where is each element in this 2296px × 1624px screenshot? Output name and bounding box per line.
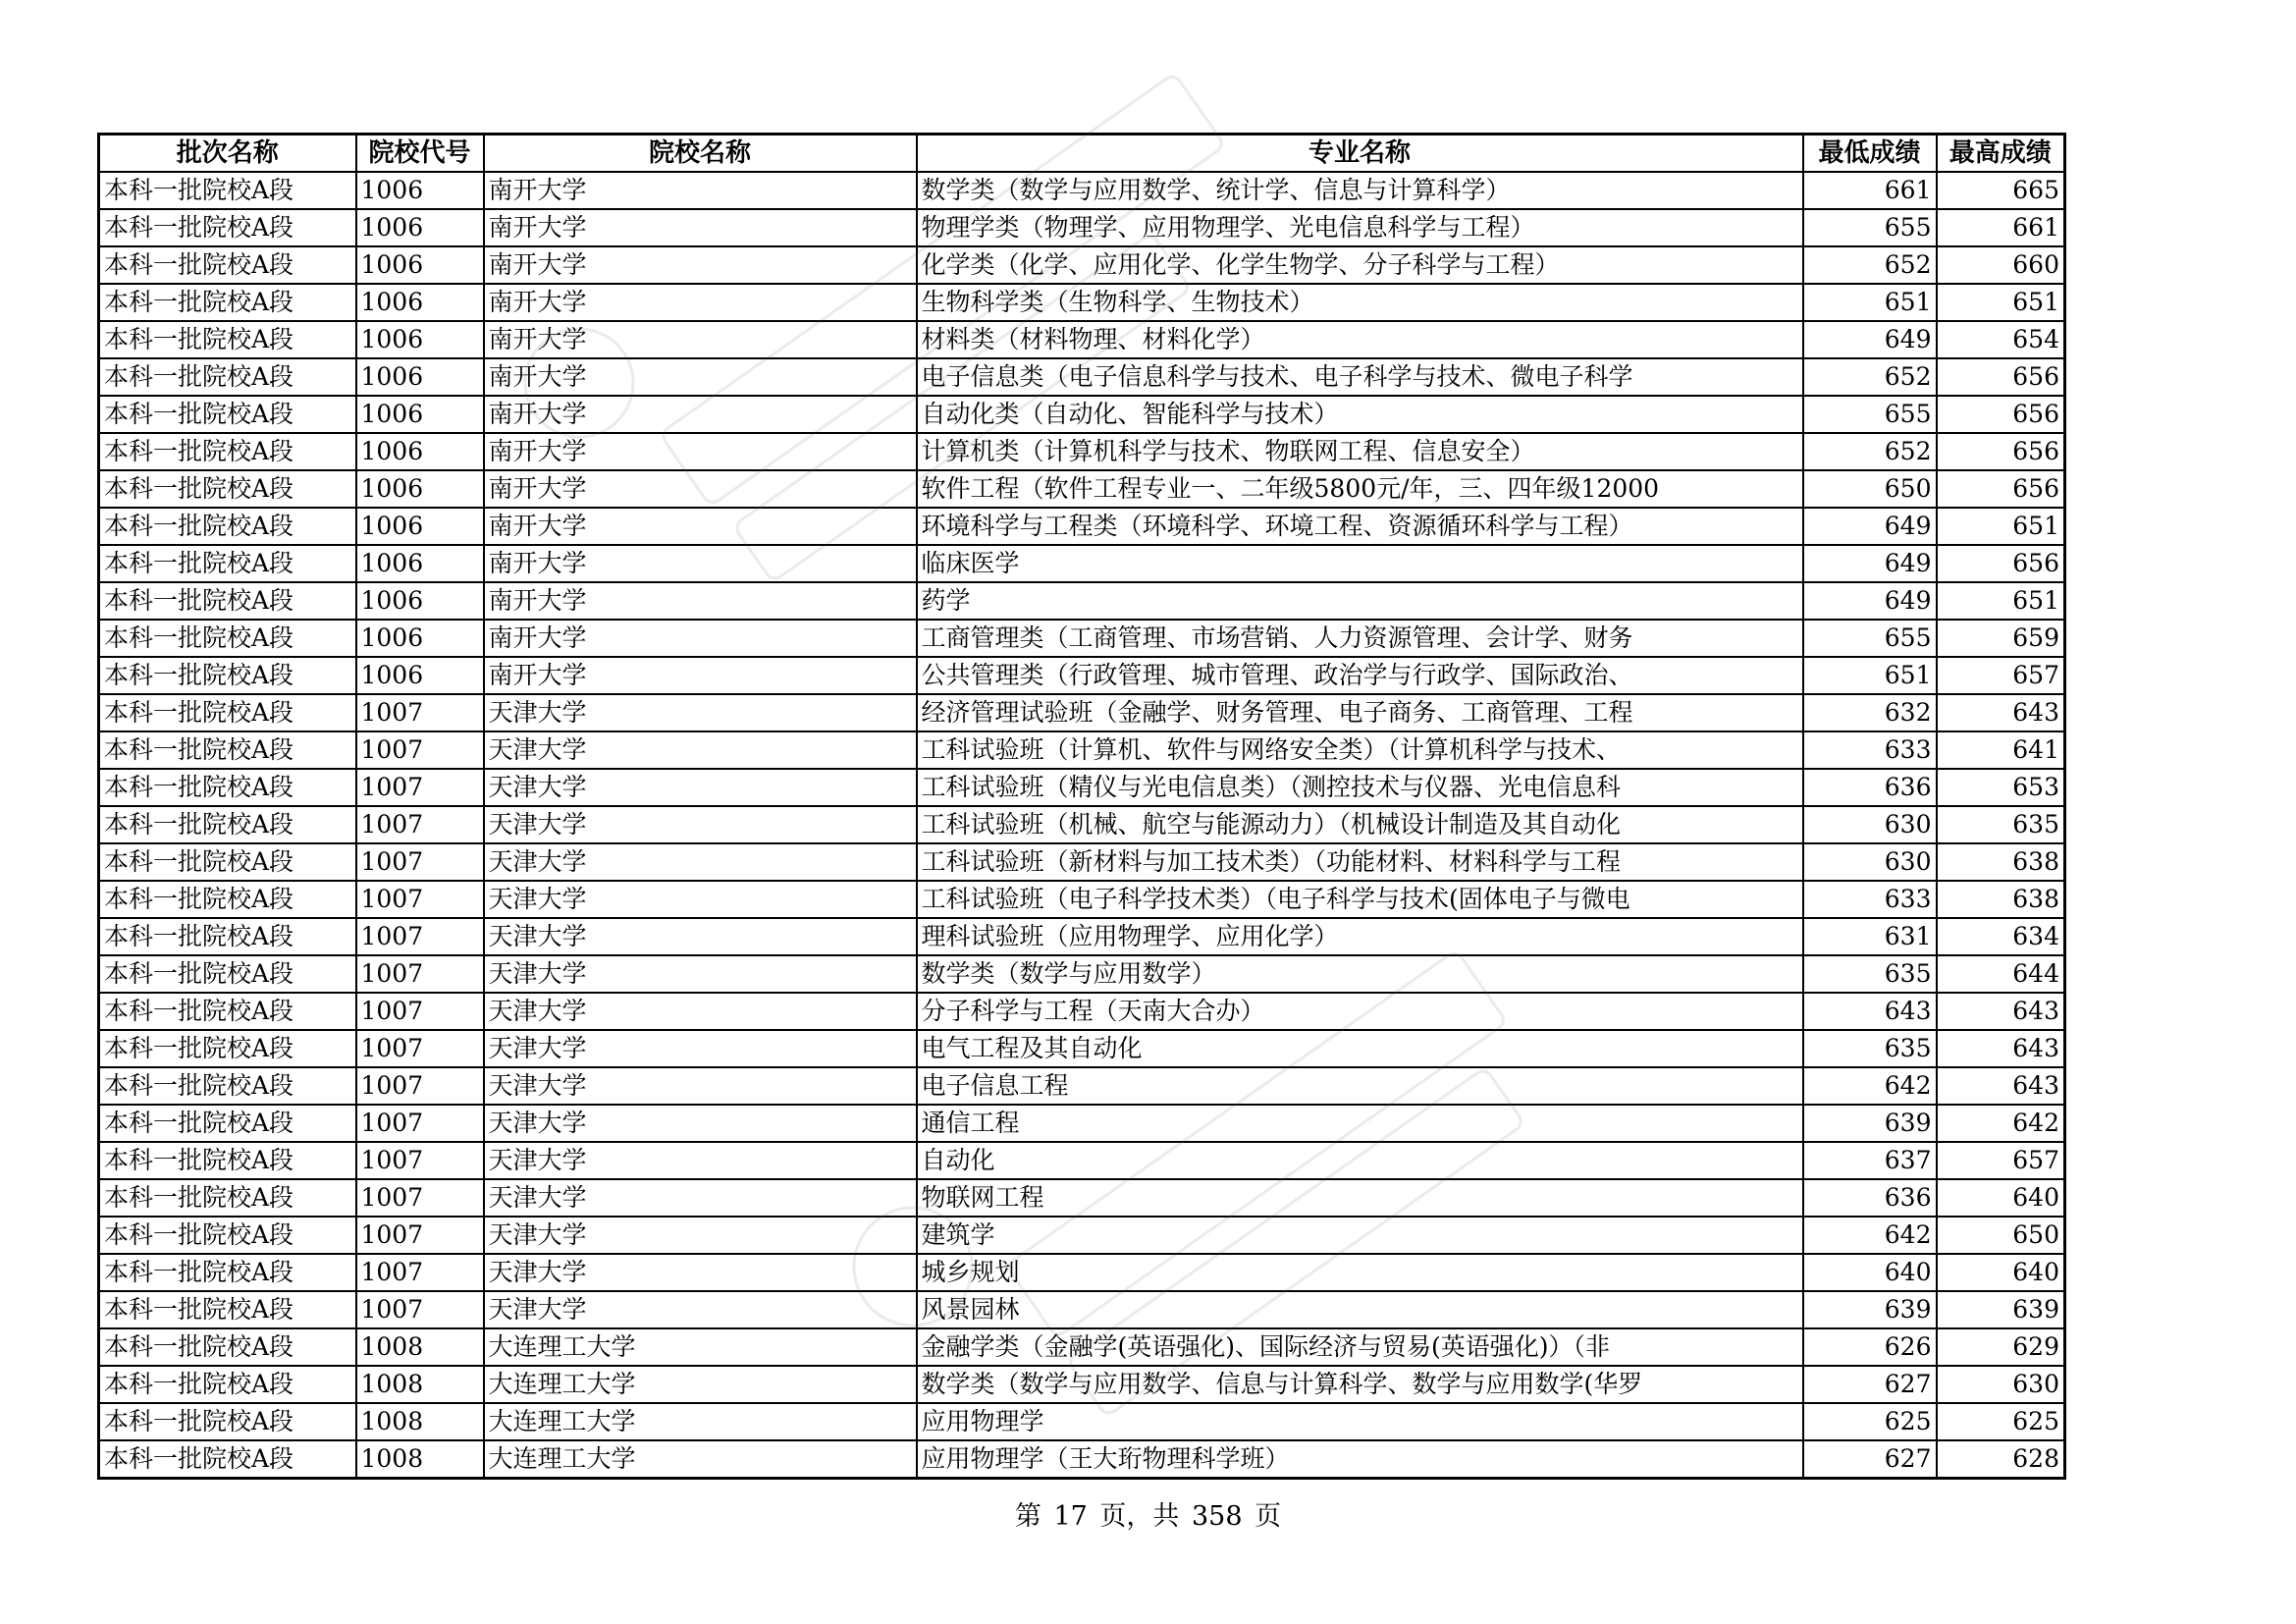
min-score-cell: 633: [1803, 731, 1937, 769]
min-score-cell: 655: [1803, 620, 1937, 657]
batch-name-cell: 本科一批院校A段: [99, 1328, 356, 1366]
min-score-cell: 649: [1803, 582, 1937, 620]
school-name-cell: 南开大学: [484, 284, 917, 321]
min-score-cell: 635: [1803, 955, 1937, 993]
school-name-cell: 天津大学: [484, 731, 917, 769]
min-score-cell: 655: [1803, 209, 1937, 246]
school-name-cell: 天津大学: [484, 1105, 917, 1142]
school-code-cell: 1007: [356, 1179, 484, 1217]
major-name-cell: 化学类（化学、应用化学、化学生物学、分子科学与工程）: [917, 246, 1803, 284]
table-row: [99, 1440, 2065, 1479]
school-name-cell: 天津大学: [484, 1067, 917, 1105]
max-score-cell: 638: [1937, 843, 2065, 881]
school-name-cell: 南开大学: [484, 209, 917, 246]
school-code-cell: 1006: [356, 358, 484, 396]
major-name-cell: 分子科学与工程（天南大合办）: [917, 993, 1803, 1030]
school-code-cell: 1008: [356, 1440, 484, 1479]
batch-name-cell: 本科一批院校A段: [99, 1291, 356, 1328]
max-score-cell: 629: [1937, 1328, 2065, 1366]
school-name-cell: 天津大学: [484, 1254, 917, 1291]
header-major-name: 专业名称: [917, 135, 1803, 173]
min-score-cell: 627: [1803, 1440, 1937, 1479]
batch-name-cell: 本科一批院校A段: [99, 843, 356, 881]
min-score-cell: 640: [1803, 1254, 1937, 1291]
footer-prefix: 第: [1014, 1501, 1041, 1532]
school-code-cell: 1007: [356, 881, 484, 918]
major-name-cell: 建筑学: [917, 1217, 1803, 1254]
major-name-cell: 环境科学与工程类（环境科学、环境工程、资源循环科学与工程）: [917, 508, 1803, 545]
major-name-cell: 工商管理类（工商管理、市场营销、人力资源管理、会计学、财务: [917, 620, 1803, 657]
max-score-cell: 638: [1937, 881, 2065, 918]
min-score-cell: 630: [1803, 843, 1937, 881]
max-score-cell: 644: [1937, 955, 2065, 993]
school-name-cell: 南开大学: [484, 246, 917, 284]
min-score-cell: 636: [1803, 769, 1937, 806]
batch-name-cell: 本科一批院校A段: [99, 731, 356, 769]
min-score-cell: 649: [1803, 545, 1937, 582]
school-name-cell: 南开大学: [484, 396, 917, 433]
major-name-cell: 应用物理学: [917, 1403, 1803, 1440]
major-name-cell: 数学类（数学与应用数学、信息与计算科学、数学与应用数学(华罗: [917, 1366, 1803, 1403]
max-score-cell: 656: [1937, 358, 2065, 396]
school-name-cell: 南开大学: [484, 657, 917, 694]
table-row: [99, 620, 2065, 657]
batch-name-cell: 本科一批院校A段: [99, 470, 356, 508]
school-name-cell: 大连理工大学: [484, 1403, 917, 1440]
batch-name-cell: 本科一批院校A段: [99, 396, 356, 433]
school-code-cell: 1007: [356, 993, 484, 1030]
max-score-cell: 650: [1937, 1217, 2065, 1254]
school-code-cell: 1006: [356, 284, 484, 321]
school-name-cell: 天津大学: [484, 769, 917, 806]
max-score-cell: 657: [1937, 1142, 2065, 1179]
major-name-cell: 电子信息工程: [917, 1067, 1803, 1105]
major-name-cell: 金融学类（金融学(英语强化)、国际经济与贸易(英语强化)）（非: [917, 1328, 1803, 1366]
batch-name-cell: 本科一批院校A段: [99, 918, 356, 955]
major-name-cell: 软件工程（软件工程专业一、二年级5800元/年，三、四年级12000: [917, 470, 1803, 508]
major-name-cell: 经济管理试验班（金融学、财务管理、电子商务、工商管理、工程: [917, 694, 1803, 731]
min-score-cell: 631: [1803, 918, 1937, 955]
school-name-cell: 南开大学: [484, 470, 917, 508]
batch-name-cell: 本科一批院校A段: [99, 1366, 356, 1403]
school-code-cell: 1007: [356, 918, 484, 955]
max-score-cell: 659: [1937, 620, 2065, 657]
min-score-cell: 652: [1803, 433, 1937, 470]
batch-name-cell: 本科一批院校A段: [99, 545, 356, 582]
max-score-cell: 641: [1937, 731, 2065, 769]
batch-name-cell: 本科一批院校A段: [99, 1067, 356, 1105]
school-code-cell: 1007: [356, 1105, 484, 1142]
school-name-cell: 南开大学: [484, 433, 917, 470]
max-score-cell: 656: [1937, 470, 2065, 508]
min-score-cell: 636: [1803, 1179, 1937, 1217]
school-name-cell: 天津大学: [484, 1217, 917, 1254]
school-code-cell: 1007: [356, 955, 484, 993]
school-name-cell: 南开大学: [484, 321, 917, 358]
table-row: [99, 433, 2065, 470]
table-row: [99, 1142, 2065, 1179]
school-name-cell: 大连理工大学: [484, 1440, 917, 1479]
batch-name-cell: 本科一批院校A段: [99, 209, 356, 246]
table-row: [99, 246, 2065, 284]
batch-name-cell: 本科一批院校A段: [99, 806, 356, 843]
min-score-cell: 642: [1803, 1067, 1937, 1105]
school-code-cell: 1007: [356, 806, 484, 843]
table-row: [99, 582, 2065, 620]
batch-name-cell: 本科一批院校A段: [99, 1179, 356, 1217]
min-score-cell: 635: [1803, 1030, 1937, 1067]
max-score-cell: 656: [1937, 545, 2065, 582]
table-header-row: [99, 135, 2065, 173]
table-row: [99, 1105, 2065, 1142]
major-name-cell: 物联网工程: [917, 1179, 1803, 1217]
max-score-cell: 651: [1937, 284, 2065, 321]
table-row: [99, 657, 2065, 694]
school-name-cell: 大连理工大学: [484, 1328, 917, 1366]
batch-name-cell: 本科一批院校A段: [99, 993, 356, 1030]
major-name-cell: 城乡规划: [917, 1254, 1803, 1291]
major-name-cell: 工科试验班（计算机、软件与网络安全类）（计算机科学与技术、: [917, 731, 1803, 769]
min-score-cell: 651: [1803, 284, 1937, 321]
school-code-cell: 1006: [356, 396, 484, 433]
max-score-cell: 665: [1937, 172, 2065, 209]
max-score-cell: 660: [1937, 246, 2065, 284]
max-score-cell: 656: [1937, 433, 2065, 470]
batch-name-cell: 本科一批院校A段: [99, 881, 356, 918]
table-row: [99, 1067, 2065, 1105]
table-row: [99, 1328, 2065, 1366]
table-row: [99, 1030, 2065, 1067]
school-name-cell: 天津大学: [484, 881, 917, 918]
major-name-cell: 临床医学: [917, 545, 1803, 582]
footer-total-pages: 358: [1192, 1501, 1243, 1532]
major-name-cell: 自动化类（自动化、智能科学与技术）: [917, 396, 1803, 433]
batch-name-cell: 本科一批院校A段: [99, 358, 356, 396]
min-score-cell: 626: [1803, 1328, 1937, 1366]
school-code-cell: 1006: [356, 582, 484, 620]
max-score-cell: 651: [1937, 582, 2065, 620]
max-score-cell: 634: [1937, 918, 2065, 955]
table-row: [99, 1254, 2065, 1291]
max-score-cell: 625: [1937, 1403, 2065, 1440]
school-code-cell: 1006: [356, 433, 484, 470]
table-body: [99, 172, 2065, 1479]
footer-suffix: 页: [1255, 1501, 1282, 1532]
min-score-cell: 639: [1803, 1105, 1937, 1142]
max-score-cell: 653: [1937, 769, 2065, 806]
batch-name-cell: 本科一批院校A段: [99, 1030, 356, 1067]
batch-name-cell: 本科一批院校A段: [99, 620, 356, 657]
school-name-cell: 南开大学: [484, 508, 917, 545]
header-school-code: 院校代号: [356, 135, 484, 173]
major-name-cell: 工科试验班（机械、航空与能源动力）（机械设计制造及其自动化: [917, 806, 1803, 843]
school-code-cell: 1007: [356, 1067, 484, 1105]
major-name-cell: 电气工程及其自动化: [917, 1030, 1803, 1067]
max-score-cell: 643: [1937, 694, 2065, 731]
table-row: [99, 508, 2065, 545]
school-name-cell: 天津大学: [484, 1179, 917, 1217]
table-row: [99, 993, 2065, 1030]
min-score-cell: 651: [1803, 657, 1937, 694]
min-score-cell: 661: [1803, 172, 1937, 209]
footer-page-number: 17: [1053, 1501, 1088, 1532]
header-max-score: 最高成绩: [1937, 135, 2065, 173]
score-table-container: [97, 133, 2063, 1480]
table-row: [99, 1366, 2065, 1403]
batch-name-cell: 本科一批院校A段: [99, 321, 356, 358]
school-name-cell: 天津大学: [484, 955, 917, 993]
school-code-cell: 1008: [356, 1328, 484, 1366]
max-score-cell: 635: [1937, 806, 2065, 843]
major-name-cell: 风景园林: [917, 1291, 1803, 1328]
table-row: [99, 545, 2065, 582]
max-score-cell: 640: [1937, 1179, 2065, 1217]
school-name-cell: 南开大学: [484, 172, 917, 209]
table-row: [99, 1179, 2065, 1217]
max-score-cell: 643: [1937, 1030, 2065, 1067]
table-row: [99, 955, 2065, 993]
school-name-cell: 南开大学: [484, 358, 917, 396]
school-name-cell: 天津大学: [484, 1142, 917, 1179]
max-score-cell: 642: [1937, 1105, 2065, 1142]
table-row: [99, 1291, 2065, 1328]
table-row: [99, 918, 2065, 955]
major-name-cell: 药学: [917, 582, 1803, 620]
school-code-cell: 1007: [356, 694, 484, 731]
footer-middle: 页，共: [1099, 1501, 1180, 1532]
score-table: [97, 133, 2066, 1480]
school-code-cell: 1008: [356, 1366, 484, 1403]
header-min-score: 最低成绩: [1803, 135, 1937, 173]
major-name-cell: 数学类（数学与应用数学、统计学、信息与计算科学）: [917, 172, 1803, 209]
major-name-cell: 工科试验班（新材料与加工技术类）（功能材料、材料科学与工程: [917, 843, 1803, 881]
table-row: [99, 470, 2065, 508]
max-score-cell: 630: [1937, 1366, 2065, 1403]
batch-name-cell: 本科一批院校A段: [99, 769, 356, 806]
school-name-cell: 天津大学: [484, 993, 917, 1030]
major-name-cell: 计算机类（计算机科学与技术、物联网工程、信息安全）: [917, 433, 1803, 470]
table-row: [99, 284, 2065, 321]
batch-name-cell: 本科一批院校A段: [99, 1142, 356, 1179]
school-code-cell: 1007: [356, 843, 484, 881]
max-score-cell: 657: [1937, 657, 2065, 694]
table-row: [99, 358, 2065, 396]
min-score-cell: 639: [1803, 1291, 1937, 1328]
batch-name-cell: 本科一批院校A段: [99, 1105, 356, 1142]
school-code-cell: 1007: [356, 1291, 484, 1328]
min-score-cell: 652: [1803, 358, 1937, 396]
major-name-cell: 电子信息类（电子信息科学与技术、电子科学与技术、微电子科学: [917, 358, 1803, 396]
school-name-cell: 南开大学: [484, 545, 917, 582]
batch-name-cell: 本科一批院校A段: [99, 1254, 356, 1291]
school-name-cell: 天津大学: [484, 843, 917, 881]
school-name-cell: 天津大学: [484, 694, 917, 731]
max-score-cell: 643: [1937, 993, 2065, 1030]
major-name-cell: 数学类（数学与应用数学）: [917, 955, 1803, 993]
school-code-cell: 1007: [356, 1217, 484, 1254]
min-score-cell: 652: [1803, 246, 1937, 284]
major-name-cell: 工科试验班（精仪与光电信息类）（测控技术与仪器、光电信息科: [917, 769, 1803, 806]
min-score-cell: 650: [1803, 470, 1937, 508]
school-code-cell: 1006: [356, 172, 484, 209]
table-row: [99, 806, 2065, 843]
batch-name-cell: 本科一批院校A段: [99, 694, 356, 731]
table-row: [99, 769, 2065, 806]
table-row: [99, 694, 2065, 731]
school-code-cell: 1006: [356, 209, 484, 246]
min-score-cell: 649: [1803, 508, 1937, 545]
table-row: [99, 843, 2065, 881]
batch-name-cell: 本科一批院校A段: [99, 582, 356, 620]
header-school-name: 院校名称: [484, 135, 917, 173]
batch-name-cell: 本科一批院校A段: [99, 955, 356, 993]
school-code-cell: 1006: [356, 545, 484, 582]
batch-name-cell: 本科一批院校A段: [99, 433, 356, 470]
table-row: [99, 321, 2065, 358]
major-name-cell: 生物科学类（生物科学、生物技术）: [917, 284, 1803, 321]
min-score-cell: 625: [1803, 1403, 1937, 1440]
table-row: [99, 172, 2065, 209]
max-score-cell: 640: [1937, 1254, 2065, 1291]
school-code-cell: 1007: [356, 1030, 484, 1067]
max-score-cell: 661: [1937, 209, 2065, 246]
table-row: [99, 396, 2065, 433]
major-name-cell: 自动化: [917, 1142, 1803, 1179]
major-name-cell: 理科试验班（应用物理学、应用化学）: [917, 918, 1803, 955]
table-row: [99, 1217, 2065, 1254]
min-score-cell: 642: [1803, 1217, 1937, 1254]
table-row: [99, 1403, 2065, 1440]
major-name-cell: 工科试验班（电子科学技术类）（电子科学与技术(固体电子与微电: [917, 881, 1803, 918]
school-code-cell: 1007: [356, 769, 484, 806]
school-code-cell: 1006: [356, 620, 484, 657]
max-score-cell: 656: [1937, 396, 2065, 433]
batch-name-cell: 本科一批院校A段: [99, 1440, 356, 1479]
batch-name-cell: 本科一批院校A段: [99, 172, 356, 209]
school-code-cell: 1007: [356, 731, 484, 769]
school-code-cell: 1008: [356, 1403, 484, 1440]
school-name-cell: 天津大学: [484, 1291, 917, 1328]
school-code-cell: 1006: [356, 321, 484, 358]
batch-name-cell: 本科一批院校A段: [99, 1403, 356, 1440]
max-score-cell: 651: [1937, 508, 2065, 545]
school-code-cell: 1006: [356, 508, 484, 545]
major-name-cell: 通信工程: [917, 1105, 1803, 1142]
major-name-cell: 物理学类（物理学、应用物理学、光电信息科学与工程）: [917, 209, 1803, 246]
school-name-cell: 南开大学: [484, 620, 917, 657]
min-score-cell: 630: [1803, 806, 1937, 843]
table-row: [99, 731, 2065, 769]
major-name-cell: 公共管理类（行政管理、城市管理、政治学与行政学、国际政治、: [917, 657, 1803, 694]
school-name-cell: 天津大学: [484, 806, 917, 843]
min-score-cell: 633: [1803, 881, 1937, 918]
school-code-cell: 1007: [356, 1254, 484, 1291]
header-batch-name: 批次名称: [99, 135, 356, 173]
school-code-cell: 1006: [356, 657, 484, 694]
max-score-cell: 628: [1937, 1440, 2065, 1479]
max-score-cell: 654: [1937, 321, 2065, 358]
table-row: [99, 881, 2065, 918]
min-score-cell: 649: [1803, 321, 1937, 358]
school-name-cell: 南开大学: [484, 582, 917, 620]
major-name-cell: 应用物理学（王大珩物理科学班）: [917, 1440, 1803, 1479]
min-score-cell: 632: [1803, 694, 1937, 731]
min-score-cell: 637: [1803, 1142, 1937, 1179]
min-score-cell: 655: [1803, 396, 1937, 433]
school-name-cell: 大连理工大学: [484, 1366, 917, 1403]
min-score-cell: 627: [1803, 1366, 1937, 1403]
batch-name-cell: 本科一批院校A段: [99, 284, 356, 321]
major-name-cell: 材料类（材料物理、材料化学）: [917, 321, 1803, 358]
school-code-cell: 1006: [356, 470, 484, 508]
batch-name-cell: 本科一批院校A段: [99, 508, 356, 545]
batch-name-cell: 本科一批院校A段: [99, 246, 356, 284]
batch-name-cell: 本科一批院校A段: [99, 1217, 356, 1254]
batch-name-cell: 本科一批院校A段: [99, 657, 356, 694]
table-row: [99, 209, 2065, 246]
school-code-cell: 1007: [356, 1142, 484, 1179]
page-footer: [0, 1494, 2296, 1533]
max-score-cell: 639: [1937, 1291, 2065, 1328]
school-name-cell: 天津大学: [484, 1030, 917, 1067]
min-score-cell: 643: [1803, 993, 1937, 1030]
max-score-cell: 643: [1937, 1067, 2065, 1105]
school-code-cell: 1006: [356, 246, 484, 284]
school-name-cell: 天津大学: [484, 918, 917, 955]
